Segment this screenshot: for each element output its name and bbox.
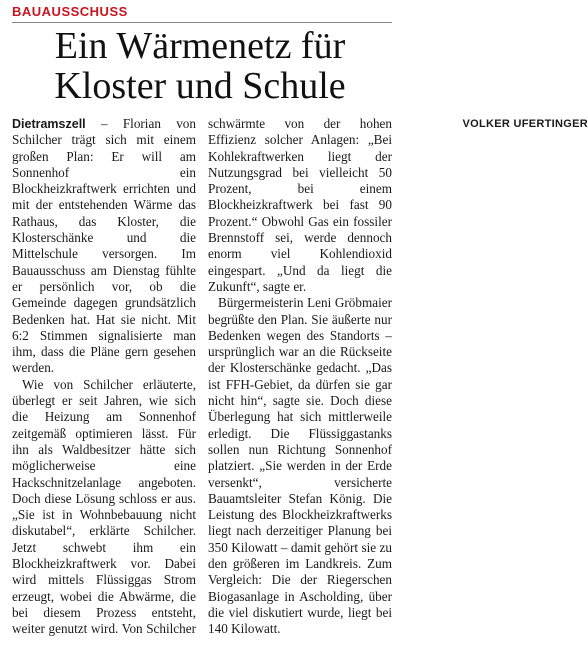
dateline-separator: – [85, 116, 123, 131]
paragraph-1-text: Florian von Schilcher trägt sich mit einem großen Plan: Er will am Sonnenhof ein Blockheizkraftwerk errichten und mit der entstehenden Wärme das Rathaus, das Kloster, die Klosterschänke und die Mittelschule versorgen. Im Bauausschuss am Dienstag fühlte er persönlich vor, ob die Gemeinde dagegen grundsätzlich Bedenken hat. Hat sie nicht. Mit 6:2 Stimmen signalisierte man ihm, dass die Pläne gern gesehen werden. [12, 116, 196, 376]
headline-line-2: Kloster und Schule [54, 65, 346, 107]
section-kicker: BAUAUSSCHUSS [12, 4, 128, 19]
paragraph-2: Wie von Schilcher erläuterte, überlegt er seit Jahren, wie sich die Heizung am Sonnenhof zeitgemäß optimieren lässt. Für ihn als Waldbesitzer hätte sich möglicherweise eine Hackschnitzelanlage angeboten. Doch diese Lösung schloss er aus. „Sie ist in Wohnbebauung nicht diskutabel“, erklärte Schilcher. Jetzt schwebt ihm ein Blockheizkraftwerk vor. Dabei wird mittels Flüssiggas Strom erzeugt, wobei die Abwärme, die bei diesem Prozess entsteht, weiter genutzt wird. Von Schilcher schwärmte von der hohen Effizienz solcher Anlagen: „Bei Kohlekraftwerken liegt der Nutzungsgrad bei vielleicht 50 Prozent, bei einem Blockheizkraftwerk bei fast 90 Prozent.“ Obwohl Gas ein fossiler Brennstoff sei, werde dennoch enorm viel Kohlendioxid eingespart. „Und da liegt die Zukunft“, sagte er. [12, 116, 392, 637]
author-byline: VOLKER UFERTINGER [462, 118, 588, 130]
paragraph-3-text: Bürgermeisterin Leni Gröbmaier begrüßte den Plan. Sie äußerte nur Bedenken wegen des Standorts – ursprünglich war an die Rückseite der Klosterschänke gedacht. „Das ist FFH-Gebiet, da dürfen sie gar nicht hin“, sagte sie. Doch diese Überlegung hat sich mittlerweile erledigt. Die Flüssiggastanks sollen nun Richtung Sonnenhof platziert. „Sie werden in der Erde versenkt“, versicherte Bauamtsleiter Stefan König. Die Leistung des Blockheizkraftwerks liegt nach derzeitiger Planung bei 350 Kilowatt – damit gehört sie zu den größeren im Landkreis. Zum Vergleich: Die der Riegerschen Biogasanlage in Ascholding, über die viel diskutiert wurde, liegt bei 140 Kilowatt. [208, 295, 392, 637]
kicker-rule [12, 22, 392, 23]
headline-line-1: Ein Wärmenetz für [54, 25, 346, 67]
paragraph-1 [12, 116, 196, 377]
dateline: Dietramszell [12, 117, 86, 131]
headline [0, 26, 400, 106]
article-body [12, 116, 588, 648]
paragraph-3 [208, 118, 588, 637]
